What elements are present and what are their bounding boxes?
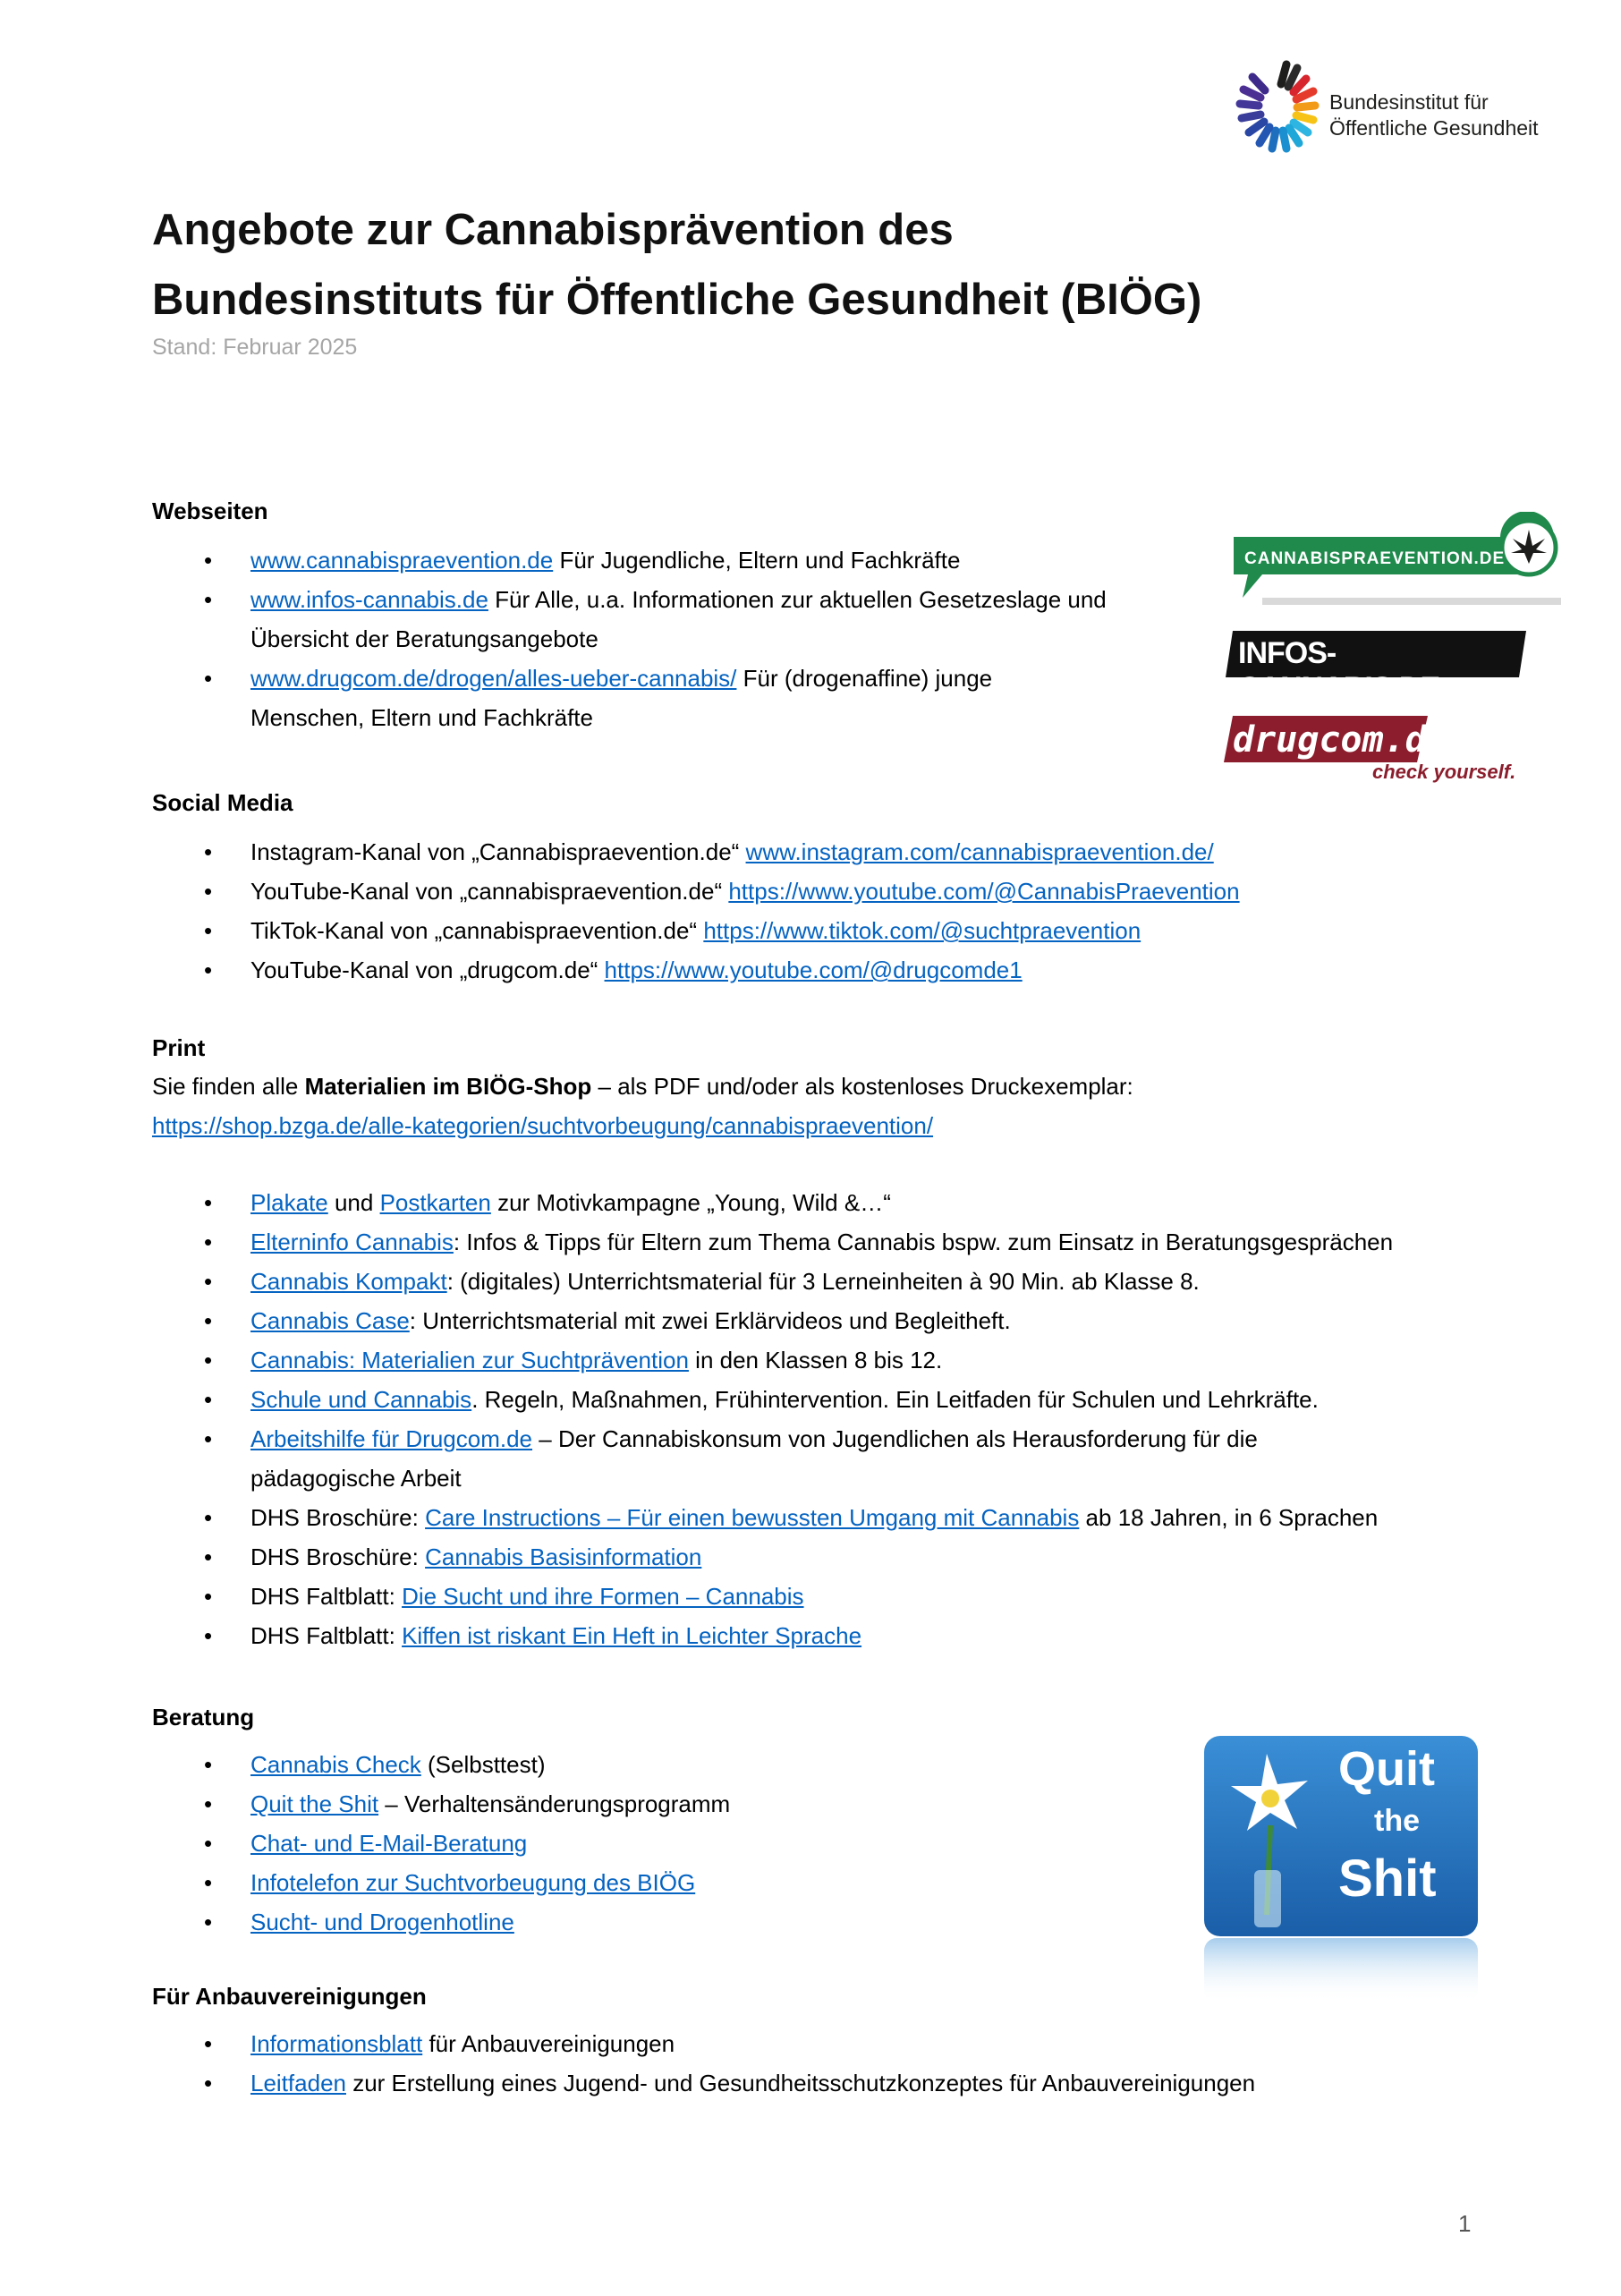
list-item: • Cannabis: Materialien zur Suchtprävention in den Klassen 8 bis 12. [0, 1340, 1393, 1380]
link-leitfaden[interactable]: Leitfaden [250, 2070, 346, 2096]
list-item: • YouTube-Kanal von „cannabispraevention.de“ https://www.youtube.com/@CannabisPraevention [0, 872, 1240, 911]
link-shop[interactable]: https://shop.bzga.de/alle-kategorien/suchtvorbeugung/cannabispraevention/ [152, 1112, 934, 1139]
print-heading: Print [152, 1034, 206, 1061]
print-list [0, 1183, 1393, 1655]
qts-word-shit: Shit [1338, 1850, 1437, 1908]
beratung-list [0, 1745, 730, 1942]
list-item: • Cannabis Kompakt: (digitales) Unterrichtsmaterial für 3 Lerneinheiten à 90 Min. ab Klasse 8. [0, 1262, 1393, 1301]
anbau-heading: Für Anbauvereinigungen [152, 1983, 427, 2010]
link-informationsblatt[interactable]: Informationsblatt [250, 2030, 423, 2057]
list-item: • TikTok-Kanal von „cannabispraevention.de“ https://www.tiktok.com/@suchtpraevention [0, 911, 1240, 950]
bioeg-logo-text [1329, 89, 1539, 141]
list-item: • www.drugcom.de/drogen/alles-ueber-cannabis/ Für (drogenaffine) junge Menschen, Eltern und Fachkräfte [0, 659, 1107, 737]
print-intro: Sie finden alle Materialien im BIÖG-Shop – als PDF und/oder als kostenloses Druckexemplar: https://shop.bzga.de/alle-kategorien/suchtvorbeugung/cannabispraevention/ [152, 1073, 1133, 1139]
link-schule-und-cannabis[interactable]: Schule und Cannabis [250, 1386, 472, 1413]
list-item [0, 1863, 730, 1902]
link-cannabispraevention[interactable]: www.cannabispraevention.de [250, 547, 554, 574]
page-number: 1 [1458, 2210, 1472, 2237]
link-care-instructions[interactable]: Care Instructions – Für einen bewussten Umgang mit Cannabis [425, 1504, 1080, 1531]
qts-word-the: the [1374, 1804, 1420, 1838]
list-item: • DHS Faltblatt: Kiffen ist riskant Ein Heft in Leichter Sprache [0, 1616, 1393, 1655]
link-drugcom[interactable]: www.drugcom.de/drogen/alles-ueber-cannabis/ [250, 665, 737, 692]
org-line1: Bundesinstitut für [1329, 90, 1489, 114]
list-item: • YouTube-Kanal von „drugcom.de“ https://www.youtube.com/@drugcomde1 [0, 950, 1240, 990]
list-item: • DHS Broschüre: Care Instructions – Für einen bewussten Umgang mit Cannabis ab 18 Jahren, in 6 Sprachen [0, 1498, 1393, 1537]
link-cannabis-basisinformation[interactable]: Cannabis Basisinformation [425, 1543, 702, 1570]
drugcom-logo-text: drugcom.de [1233, 719, 1448, 761]
beratung-heading: Beratung [152, 1704, 255, 1731]
list-item: • www.infos-cannabis.de Für Alle, u.a. Informationen zur aktuellen Gesetzeslage und Übersicht der Beratungsangebote [0, 580, 1107, 659]
link-postkarten[interactable]: Postkarten [379, 1189, 491, 1216]
link-youtube-cannabispraevention[interactable]: https://www.youtube.com/@CannabisPraevention [728, 878, 1240, 905]
link-sucht-drogenhotline[interactable]: Sucht- und Drogenhotline [250, 1909, 514, 1935]
social-list [0, 832, 1240, 990]
link-arbeitshilfe-drugcom[interactable]: Arbeitshilfe für Drugcom.de [250, 1425, 533, 1452]
link-materialien-suchtpraevention[interactable]: Cannabis: Materialien zur Suchtprävention [250, 1347, 689, 1373]
title-line1: Angebote zur Cannabisprävention des [152, 206, 954, 254]
stand-date: Stand: Februar 2025 [152, 335, 358, 360]
link-kiffen-ist-riskant[interactable]: Kiffen ist riskant Ein Heft in Leichter Sprache [402, 1622, 862, 1649]
link-tiktok[interactable]: https://www.tiktok.com/@suchtpraevention [703, 917, 1141, 944]
list-item: • www.cannabispraevention.de Für Jugendliche, Eltern und Fachkräfte [0, 540, 1107, 580]
list-item: • Elterninfo Cannabis: Infos & Tipps für Eltern zum Thema Cannabis bspw. zum Einsatz in Beratungsgesprächen [0, 1222, 1393, 1262]
list-item [0, 1824, 730, 1863]
infos-cannabis-logo-text: INFOS-CANNABIS.DE [1238, 636, 1440, 705]
infos-cannabis-logo [1226, 631, 1526, 705]
list-item: • Schule und Cannabis. Regeln, Maßnahmen, Frühintervention. Ein Leitfaden für Schulen und Lehrkräfte. [0, 1380, 1393, 1419]
link-infos-cannabis[interactable]: www.infos-cannabis.de [250, 586, 488, 613]
link-youtube-drugcom[interactable]: https://www.youtube.com/@drugcomde1 [604, 957, 1023, 983]
bioeg-logo [1233, 59, 1555, 175]
cannabispraevention-logo [1232, 512, 1561, 605]
list-item: • DHS Broschüre: Cannabis Basisinformation [0, 1537, 1393, 1577]
list-item: • Arbeitshilfe für Drugcom.de – Der Cannabiskonsum von Jugendlichen als Herausforderung für die pädagogische Arbeit [0, 1419, 1393, 1498]
list-item: • Quit the Shit – Verhaltensänderungsprogramm [0, 1784, 730, 1824]
list-item [0, 1902, 730, 1942]
link-cannabis-check[interactable]: Cannabis Check [250, 1751, 421, 1778]
title-line2: Bundesinstituts für Öffentliche Gesundheit (BIÖG) [152, 276, 1202, 324]
webseiten-heading: Webseiten [152, 497, 268, 524]
list-item: • DHS Faltblatt: Die Sucht und ihre Formen – Cannabis [0, 1577, 1393, 1616]
qts-word-quit: Quit [1338, 1742, 1435, 1796]
link-cannabis-case[interactable]: Cannabis Case [250, 1307, 410, 1334]
link-elterninfo[interactable]: Elterninfo Cannabis [250, 1229, 454, 1255]
link-instagram[interactable]: www.instagram.com/cannabispraevention.de/ [745, 838, 1214, 865]
quit-the-shit-image [1204, 1736, 1478, 2004]
drugcom-logo [1224, 716, 1519, 787]
link-plakate[interactable]: Plakate [250, 1189, 328, 1216]
list-item: • Instagram-Kanal von „Cannabispraevention.de“ www.instagram.com/cannabispraevention.de/ [0, 832, 1240, 872]
page-title [152, 195, 1201, 335]
link-sucht-und-formen[interactable]: Die Sucht und ihre Formen – Cannabis [402, 1583, 804, 1610]
list-item: • Cannabis Case: Unterrichtsmaterial mit zwei Erklärvideos und Begleitheft. [0, 1301, 1393, 1340]
cannabispraevention-logo-text: CANNABISPRAEVENTION.DE [1244, 549, 1506, 568]
social-heading: Social Media [152, 789, 293, 816]
list-item: • Cannabis Check (Selbsttest) [0, 1745, 730, 1784]
link-quit-the-shit[interactable]: Quit the Shit [250, 1790, 379, 1817]
anbau-list [0, 2024, 1255, 2103]
link-infotelefon[interactable]: Infotelefon zur Suchtvorbeugung des BIÖG [250, 1869, 696, 1896]
link-cannabis-kompakt[interactable]: Cannabis Kompakt [250, 1268, 447, 1295]
drugcom-tagline: check yourself. [1372, 761, 1516, 783]
webseiten-list [0, 540, 1107, 737]
list-item: • Plakate und Postkarten zur Motivkampagne „Young, Wild &…“ [0, 1183, 1393, 1222]
list-item: • Informationsblatt für Anbauvereinigungen [0, 2024, 1255, 2063]
bioeg-logo-mark-icon [1233, 59, 1322, 175]
list-item: • Leitfaden zur Erstellung eines Jugend- und Gesundheitsschutzkonzeptes für Anbauvereinigungen [0, 2063, 1255, 2103]
link-chat-email-beratung[interactable]: Chat- und E-Mail-Beratung [250, 1830, 528, 1857]
org-line2: Öffentliche Gesundheit [1329, 116, 1539, 140]
